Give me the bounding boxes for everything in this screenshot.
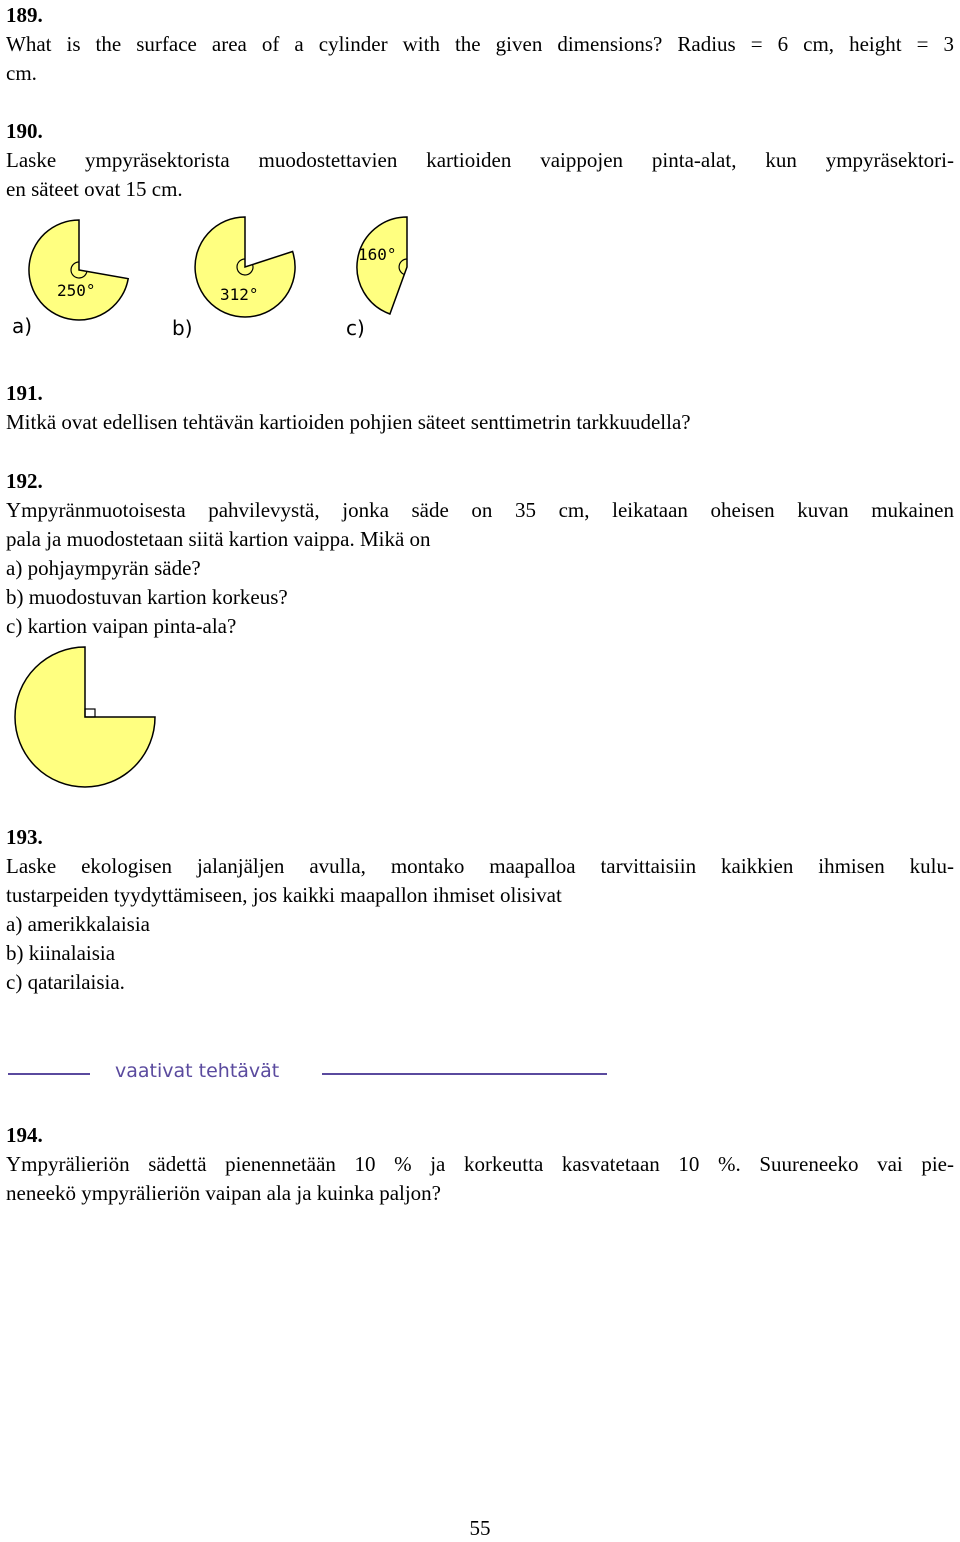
problem-189-text-line-2: cm. <box>6 61 37 85</box>
sector-c-svg <box>350 212 410 322</box>
problem-190-text-line-1: Laske ympyräsektorista muodostettavien kartioiden vaippojen pinta-alat, kun ympyräsektori- <box>6 148 954 172</box>
sector-c-angle: 160° <box>358 245 397 264</box>
sector-a-svg <box>24 215 134 325</box>
problem-194-text-line-1: Ympyrälieriön sädettä pienennetään 10 % ja korkeutta kasvatetaan 10 %. Suureneeko vai pie- <box>6 1152 954 1176</box>
section-divider <box>0 1060 620 1090</box>
problem-189-text-line-1: What is the surface area of a cylinder with the given dimensions? Radius = 6 cm, height = 3 <box>6 32 954 56</box>
problem-191-text-line-1: Mitkä ovat edellisen tehtävän kartioiden pohjien säteet senttimetrin tarkkuudella? <box>6 410 691 434</box>
sector-a-angle: 250° <box>57 281 96 300</box>
problem-193-text-line-3: a) amerikkalaisia <box>6 912 151 936</box>
problem-190-number: 190. <box>6 119 43 143</box>
problem-192-number: 192. <box>6 469 43 493</box>
problem-192-text-line-3: a) pohjaympyrän säde? <box>6 556 201 580</box>
problem-192-text-line-4: b) muodostuvan kartion korkeus? <box>6 585 288 609</box>
problem-194-number: 194. <box>6 1123 43 1147</box>
problem-194-text-line-2: neneekö ympyrälieriön vaipan ala ja kuinka paljon? <box>6 1181 442 1205</box>
sector-a-label: a) <box>12 314 33 338</box>
section-title: vaativat tehtävät <box>115 1060 280 1082</box>
problem-192-text-line-5: c) kartion vaipan pinta-ala? <box>6 614 237 638</box>
problem-189-number: 189. <box>6 3 43 27</box>
problem-193-number: 193. <box>6 825 43 849</box>
sector-figure-192 <box>10 645 160 795</box>
problem-193-text-line-2: tustarpeiden tyydyttämiseen, jos kaikki maapallon ihmiset olisivat <box>6 883 562 907</box>
sector-b-angle: 312° <box>220 285 259 304</box>
sector-192-svg <box>10 645 160 795</box>
problem-193-text-line-1: Laske ekologisen jalanjäljen avulla, montako maapalloa tarvittaisiin kaikkien ihmisen kulu- <box>6 854 954 878</box>
problem-193-text-line-4: b) kiinalaisia <box>6 941 116 965</box>
problem-191-number: 191. <box>6 381 43 405</box>
problem-192-text-line-1: Ympyränmuotoisesta pahvilevystä, jonka säde on 35 cm, leikataan oheisen kuvan mukainen <box>6 498 954 522</box>
sector-b-svg <box>190 212 300 322</box>
sector-b-label: b) <box>172 316 193 340</box>
sector-c-label: c) <box>346 316 365 340</box>
sector-figure-c <box>350 212 410 322</box>
problem-193-text-line-5: c) qatarilaisia. <box>6 970 125 994</box>
sector-figure-b <box>190 212 300 322</box>
divider-rule-right <box>322 1073 607 1075</box>
page-number: 55 <box>469 1516 491 1540</box>
problem-192-text-line-2: pala ja muodostetaan siitä kartion vaippa. Mikä on <box>6 527 431 551</box>
problem-190-text-line-2: en säteet ovat 15 cm. <box>6 177 183 201</box>
divider-rule-left <box>8 1073 90 1075</box>
sector-figure-a <box>24 215 134 325</box>
